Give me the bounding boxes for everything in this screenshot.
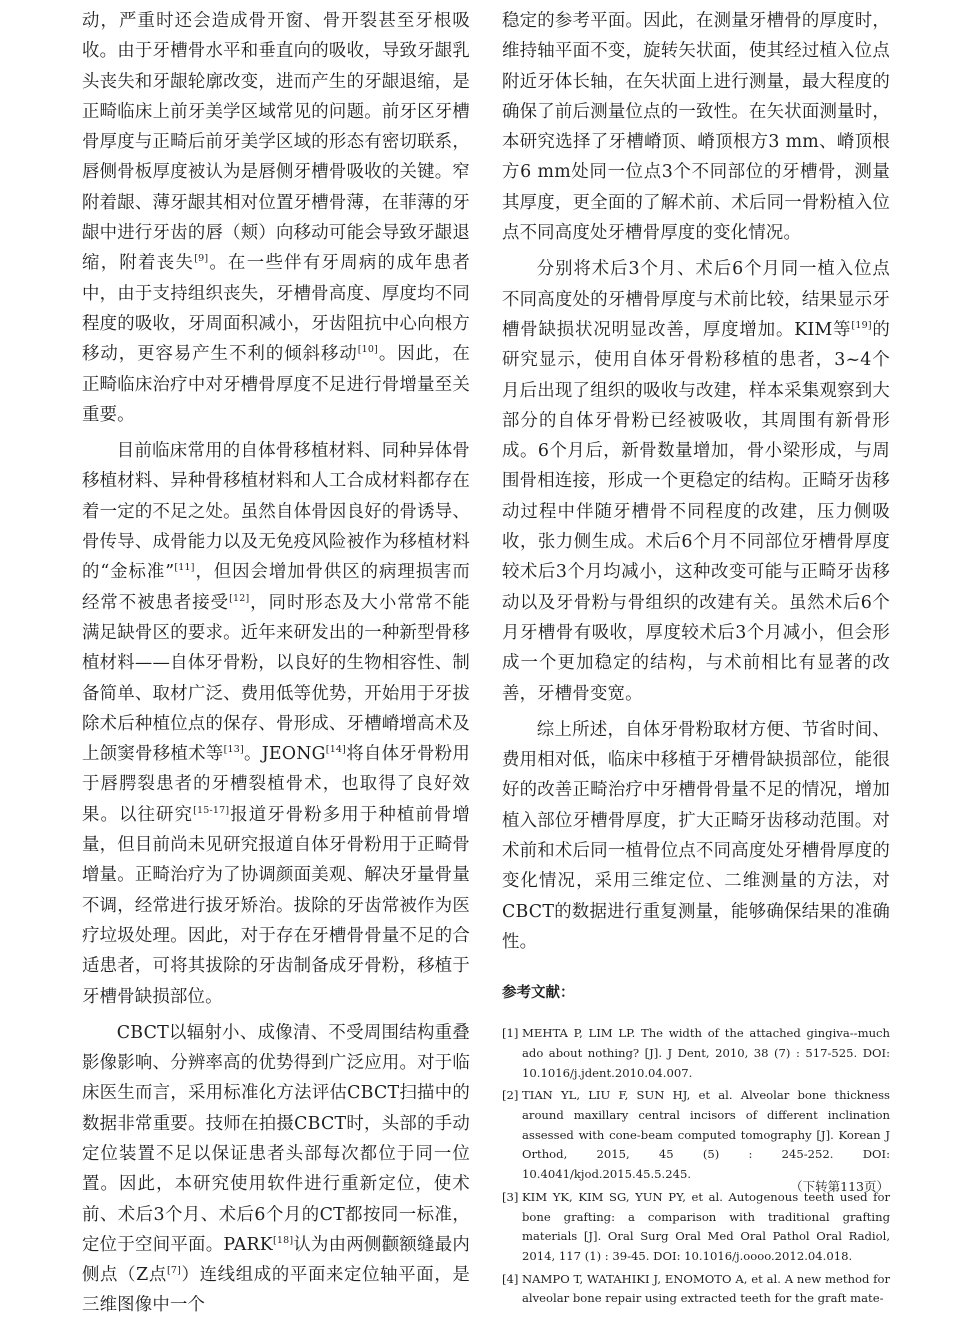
left-paragraph-2 (82, 436, 470, 1012)
reference-text: MEHTA P, LIM LP. The width of the attached gingiva--much ado about nothing? [J]. J Dent, 2010, 38 (7) : 517-525. DOI: 10.1016/j.jdent.2010.04.007. (522, 1026, 890, 1080)
reference-item (502, 1086, 890, 1185)
text-run: 将自体牙骨粉用于唇腭裂患者的牙槽裂植骨术，也取得了良好效果。以往研究 (82, 744, 471, 825)
text-run: ，但因会增加骨供区的病理损害而经常不被患者接受 (82, 562, 470, 613)
text-run: ，同时形态及大小常常不能满足缺骨区的要求。近年来研发出的一种新型骨移植材料——自体牙骨粉，以良好的生物相容性、制备简单、取材广泛、费用低等优势，开始用于牙拔除术后种植位点的保存、骨形成、牙槽嵴增高术及上颌窦骨移植术等 (82, 592, 470, 765)
text-run: ）连线组成的平面来定位轴平面，是三维图像中一个 (82, 1265, 471, 1316)
reference-number: [1] (502, 1026, 519, 1041)
citation[interactable]: [13] (223, 744, 244, 756)
reference-item (502, 1024, 890, 1083)
citation[interactable]: [19] (851, 320, 872, 332)
text-run: 目前临床常用的自体骨移植材料、同种异体骨移植材料、异种骨移植材料和人工合成材料都存在着一定的不足之处。虽然自体骨因良好的骨诱导、骨传导、成骨能力以及无免疫风险被作为移植材料的“金标准” (82, 441, 470, 583)
left-paragraph-3 (82, 1018, 470, 1321)
text-run: 。JEONG (243, 744, 326, 765)
text-run: 动，严重时还会造成骨开窗、骨开裂甚至牙根吸收。由于牙槽骨水平和垂直向的吸收，导致牙龈乳头丧失和牙龈轮廓改变，进而产生的牙龈退缩，是正畸临床上前牙美学区域常见的问题。前牙区牙槽骨厚度与正畸后前牙美学区域的形态有密切联系，唇侧骨板厚度被认为是唇侧牙槽骨吸收的关键。窄附着龈、薄牙龈其相对位置牙槽骨薄，在菲薄的牙龈中进行牙齿的唇（颊）向移动可能会导致牙龈退缩，附着丧失 (82, 11, 470, 274)
reference-item (502, 1188, 890, 1267)
citation[interactable]: [11] (174, 562, 195, 574)
text-run: 稳定的参考平面。因此，在测量牙槽骨的厚度时，维持轴平面不变，旋转矢状面，使其经过植入位点附近牙体长轴，在矢状面上进行测量，最大程度的确保了前后测量位点的一致性。在矢状面测量时，本研究选择了牙槽嵴顶、嵴顶根方3 mm、嵴顶根方6 mm处同一位点3个不同部位的牙槽骨，测量其厚度，更全面的了解术前、术后同一骨粉植入位点不同高度处牙槽骨厚度的变化情况。 (502, 11, 890, 244)
reference-text: KIM YK, KIM SG, YUN PY, et al. Autogenous teeth used for bone grafting: a comparison with traditional grafting materials [J]. Oral Surg Oral Med Oral Pathol Oral Radiol, 2014, 117 (1) : 39-45. DOI: 10.1016/j.oooo.2012.04.018. (522, 1189, 890, 1263)
right-column (502, 6, 890, 1312)
reference-number: [3] (502, 1189, 519, 1204)
left-column (82, 6, 470, 1321)
reference-number: [2] (502, 1088, 519, 1103)
reference-text: TIAN YL, LIU F, SUN HJ, et al. Alveolar bone thickness around maxillary central incisors of different inclination assessed with cone-beam computed tomography [J]. Korean J Orthod, 2015, 45 (5) : 245-252. DOI: 10.4041/kjod.2015.45.5.245. (522, 1088, 890, 1182)
citation[interactable]: [14] (325, 744, 347, 756)
citation[interactable]: [15-17] (193, 804, 230, 816)
citation[interactable]: [7] (167, 1265, 182, 1277)
reference-text: NAMPO T, WATAHIKI J, ENOMOTO A, et al. A new method for alveolar bone repair using extracted teeth for the graft mate- (522, 1271, 890, 1306)
reference-item (502, 1270, 890, 1309)
citation[interactable]: [9] (194, 253, 209, 265)
text-run: 。在一些伴有牙周病的成年患者中，由于支持组织丧失，牙槽骨高度、厚度均不同程度的吸收，牙周面积减小，牙齿阻抗中心向根方移动，更容易产生不利的倾斜移动 (82, 253, 470, 365)
text-run: 的研究显示，使用自体牙骨粉移植的患者，3~4个月后出现了组织的吸收与改建，样本采集观察到大部分的自体牙骨粉已经被吸收，其周围有新骨形成。6个月后，新骨数量增加，骨小梁形成，与周围骨相连接，形成一个更稳定的结构。正畸牙齿移动过程中伴随牙槽骨不同程度的改建，压力侧吸收，张力侧生成。术后6个月不同部位牙槽骨厚度较术后3个月均减小，这种改变可能与正畸牙齿移动以及牙骨粉与骨组织的改建有关。虽然术后6个月牙槽骨有吸收，厚度较术后3个月减小，但会形成一个更加稳定的结构，与术前相比有显著的改善，牙槽骨变宽。 (502, 319, 890, 704)
text-run: 。因此，在正畸临床治疗中对牙槽骨厚度不足进行骨增量至关重要。 (82, 344, 470, 425)
right-paragraph-3 (502, 715, 890, 957)
reference-list (502, 1024, 890, 1309)
text-run: 报道牙骨粉多用于种植前骨增量，但目前尚未见研究报道自体牙骨粉用于正畸骨增量。正畸治疗为了协调颜面美观、解决牙量骨量不调，经常进行拔牙矫治。拔除的牙齿常被作为医疗垃圾处理。因此，对于存在牙槽骨骨量不足的合适患者，可将其拔除的牙齿制备成牙骨粉，移植于牙槽骨缺损部位。 (82, 804, 470, 1007)
left-paragraph-1 (82, 6, 470, 430)
reference-number: [4] (502, 1271, 519, 1286)
text-run: CBCT以辐射小、成像清、不受周围结构重叠影像影响、分辨率高的优势得到广泛应用。对于临床医生而言，采用标准化方法评估CBCT扫描中的数据非常重要。技师在拍摄CBCT时，头部的手动定位装置不足以保证患者头部每次都位于同一位置。因此，本研究使用软件进行重新定位，使术前、术后3个月、术后6个月的CT都按同一标准，定位于空间平面。PARK (82, 1022, 470, 1255)
right-paragraph-1 (502, 6, 890, 248)
continued-on-page-note: （下转第113页） (790, 1179, 889, 1194)
text-run: 认为由两侧颧额缝最内侧点（Z点 (82, 1234, 470, 1286)
right-paragraph-2 (502, 254, 890, 708)
citation[interactable]: [12] (229, 592, 250, 604)
citation[interactable]: [10] (357, 344, 379, 356)
citation[interactable]: [18] (272, 1235, 294, 1247)
text-run: 综上所述，自体牙骨粉取材方便、节省时间、费用相对低，临床中移植于牙槽骨缺损部位，能很好的改善正畸治疗中牙槽骨骨量不足的情况，增加植入部位牙槽骨厚度，扩大正畸牙齿移动范围。对术前和术后同一植骨位点不同高度处牙槽骨厚度的变化情况，采用三维定位、二维测量的方法，对CBCT的数据进行重复测量，能够确保结果的准确性。 (502, 719, 890, 952)
text-run: 分别将术后3个月、术后6个月同一植入位点不同高度处的牙槽骨厚度与术前比较，结果显示牙槽骨缺损状况明显改善，厚度增加。KIM等 (502, 259, 890, 340)
references-heading: 参考文献： (502, 985, 575, 1002)
